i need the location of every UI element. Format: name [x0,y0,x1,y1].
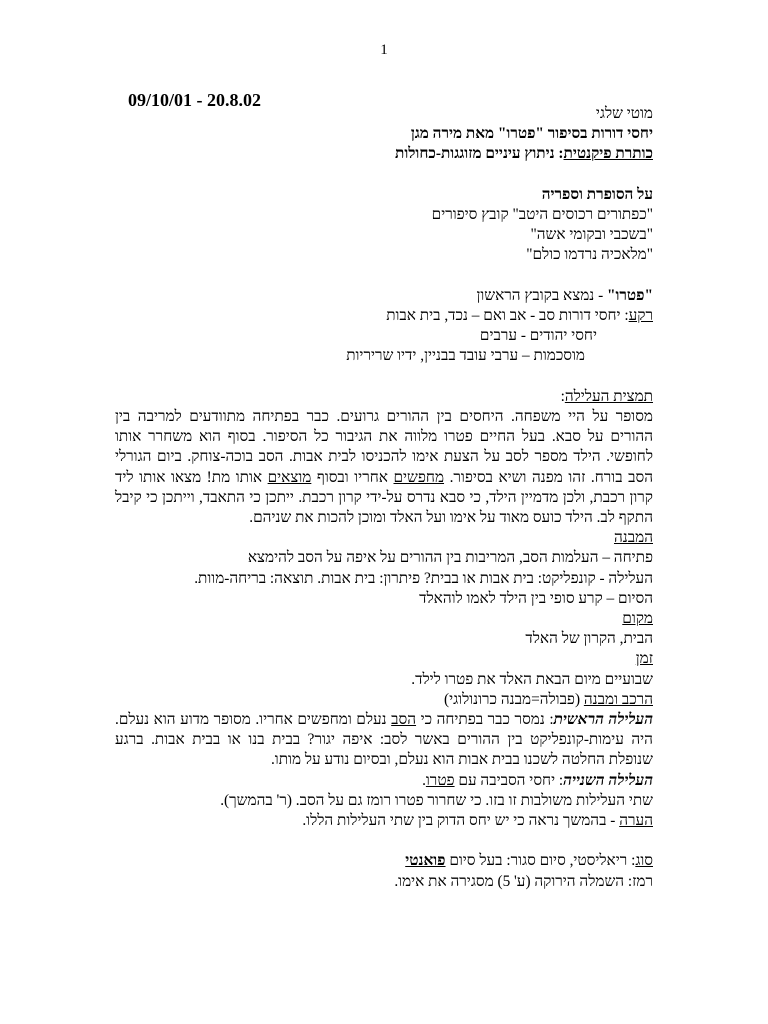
document-title: יחסי דורות בסיפור "פטרו" מאת מירה מגן [410,125,653,143]
subtitle-label: כותרת פיקנטית [563,145,653,163]
book-item: "כפתורים רכוסים היטב" קובץ סיפורים [431,206,653,223]
hint-line: רמז: השמלה הירוקה (ע' 5) מסגירה את אימו. [394,872,653,890]
second-plot-end: . [422,771,426,789]
time-heading: זמן [635,650,653,668]
main-plot-paragraph [115,710,653,771]
summary-text-2: אחריו ובסוף [311,468,394,486]
structure-line: הסיום – קרע סופי בין הילד לאמו לוהאלד [419,589,653,607]
summary-heading-line [115,387,653,407]
second-plot-underlined: פטרו [425,771,455,789]
background-line [115,306,653,326]
genre-underlined: פואנטי [405,852,446,870]
structure-heading: המבנה [613,529,653,547]
summary-text-3: אותו מת! מצאו אותו ליד קרון רכבת, ולכן מדמיין הילד, כי סבא נדרס על-ידי קרון רכבת. ייתכן כי התאבד, וייתכן כי קיבל התקף לב. הילד כועס מאוד על אימו ועל האלד ומוכן להכות את שניהם. [115,468,653,527]
composition-heading: הרכב ומבנה [583,690,653,708]
spacer [115,367,653,387]
document-body [115,104,653,892]
background-line-2: יחסי יהודים - ערבים [479,327,597,345]
story-title-line [115,286,653,306]
background-line-3: מוסכמות – ערבי עובד בבניין, ידיו שריריות [346,347,585,365]
both-plots-line: שתי העלילות משולבות זו בזו. כי שחרור פטרו רומז גם על הסב. (ר' בהמשך). [220,791,653,809]
time-text: שבועיים מיום הבאת האלד את פטרו לילד. [411,670,653,688]
summary-colon: : [560,387,565,405]
story-title: "פטרו" [607,286,653,304]
about-author-heading: על הסופרת וספריה [541,185,653,203]
genre-text: : ריאליסטי, סיום סגור: בעל סיום [445,852,636,870]
composition-line [115,690,653,710]
book-item: "מלאכיה נרדמו כולם" [526,246,653,264]
place-text: הבית, הקרון של האלד [525,630,653,648]
summary-underlined-2: מוצאים [267,468,312,486]
main-plot-text-b: נעלם ומחפשים אחריו. מסופר מדוע הוא נעלם. היה עימות-קונפליקט בין ההורים באשר לסב: איפה יגור? בבית בנו או בבית אבות. ברגע שנופלת החלטה לשכנו בבית אבות הוא נעלם, ובסיום נודע על מותו. [115,711,653,769]
remark-text: - בהמשך נראה כי יש יחס הדוק בין שתי העלילות הללו. [302,812,620,830]
second-plot-label: העלילה השנייה [563,771,653,789]
spacer [115,266,653,286]
summary-heading: תמצית העלילה [564,387,653,405]
page-number: 1 [380,42,388,58]
document-date: 09/10/01 - 20.8.02 [128,90,261,110]
place-heading: מקום [622,610,653,628]
spacer [115,831,653,851]
summary-underlined-1: מחפשים [393,468,445,486]
author-line: מוטי שלגי [595,105,653,122]
background-text: : יחסי דורות סב - אב ואם – נכד, בית אבות [386,307,629,324]
genre-line [115,851,653,871]
composition-note: (פבולה=מבנה כרונולוגי) [444,690,584,708]
genre-label: סוג [635,852,653,870]
structure-line: פתיחה – העלמות הסב, המריבות בין ההורים על איפה על הסב להימצא [247,549,653,567]
main-plot-label: העלילה הראשית [553,711,653,729]
second-plot-text: : יחסי הסביבה עם [454,771,564,789]
main-plot-underlined: הסב [391,711,417,729]
document-subtitle [115,144,653,164]
remark-line [115,811,653,831]
summary-paragraph [115,407,653,528]
spacer [115,165,653,185]
main-plot-text-a: : נמסר כבר בפתיחה כי [416,711,554,729]
book-item: "בשכבי ובקומי אשה" [530,226,653,244]
background-label: רקע [628,307,653,324]
remark-label: הערה [619,812,653,830]
structure-line: העלילה - קונפליקט: בית אבות או בבית? פיתרון: בית אבות. תוצאה: בריחה-מוות. [194,569,653,587]
second-plot-line [115,771,653,791]
summary-text-1: מסופר על היי משפחה. היחסים בין ההורים גרועים. כבר בפתיחה מתוודעים למריבה בין ההורים על סבא. בעל החיים פטרו מלווה את הגיבור כל הסיפור. בסוף הוא משחרר אותו לחופשי. הילד מספר לסב על הצעת אימו להכניסו לבית אבות. הסב בוכה-צוחק. ביום הגורלי הסב בורח. זהו מפנה ושיא בסיפור. [115,408,653,486]
subtitle-text: : ניתוץ עיניים מזוגגות-כחולות [395,145,564,163]
story-title-rest: - נמצא בקובץ הראשון [476,286,608,304]
